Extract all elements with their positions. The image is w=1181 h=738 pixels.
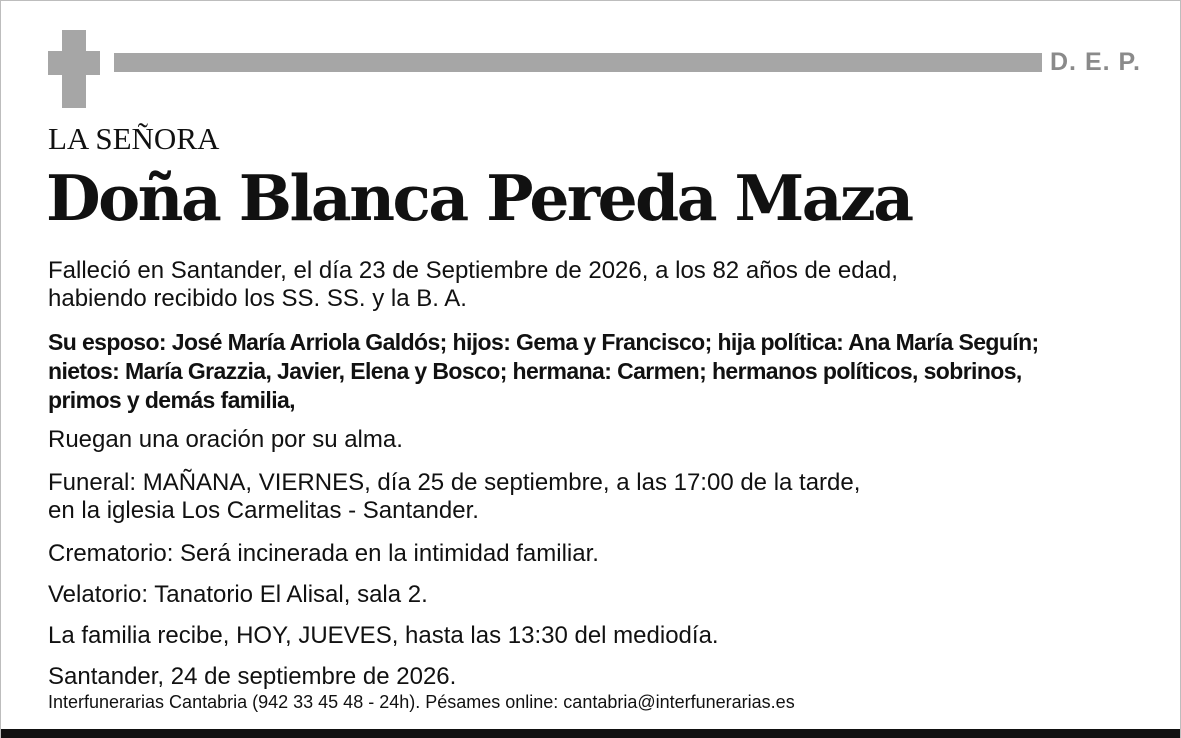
prayer-request: Ruegan una oración por su alma.	[48, 426, 403, 453]
family-line: nietos: María Grazzia, Javier, Elena y Bosco; hermana: Carmen; hermanos políticos, sobrinos,	[48, 358, 1022, 384]
honorific: LA SEÑORA	[48, 121, 220, 156]
funeral-line: Funeral: MAÑANA, VIERNES, día 25 de septiembre, a las 17:00 de la tarde,	[48, 469, 861, 496]
family-line: Su esposo: José María Arriola Galdós; hijos: Gema y Francisco; hija política: Ana María Seguín;	[48, 329, 1039, 355]
funeral-home-footer: Interfunerarias Cantabria (942 33 45 48 - 24h). Pésames online: cantabria@interfunerarias.es	[48, 692, 795, 712]
funeral-info	[48, 469, 860, 525]
funeral-line: en la iglesia Los Carmelitas - Santander.	[48, 497, 479, 524]
crematorio-info: Crematorio: Será incinerada en la intimidad familiar.	[48, 540, 599, 567]
family-reception-info: La familia recibe, HOY, JUEVES, hasta las 13:30 del mediodía.	[48, 622, 719, 649]
death-notice-line: habiendo recibido los SS. SS. y la B. A.	[48, 285, 467, 312]
deceased-name: Doña Blanca Pereda Maza	[46, 161, 912, 235]
family-line: primos y demás familia,	[48, 387, 295, 413]
header-rule	[114, 53, 1042, 72]
velatorio-info: Velatorio: Tanatorio El Alisal, sala 2.	[48, 581, 428, 608]
death-notice-line: Falleció en Santander, el día 23 de Septiembre de 2026, a los 82 años de edad,	[48, 257, 898, 284]
death-notice	[48, 257, 898, 313]
bottom-bar	[1, 729, 1180, 738]
dep-label: D. E. P.	[1050, 48, 1141, 76]
family-list	[48, 328, 1039, 415]
cross-icon	[48, 30, 100, 108]
place-date: Santander, 24 de septiembre de 2026.	[48, 663, 457, 690]
